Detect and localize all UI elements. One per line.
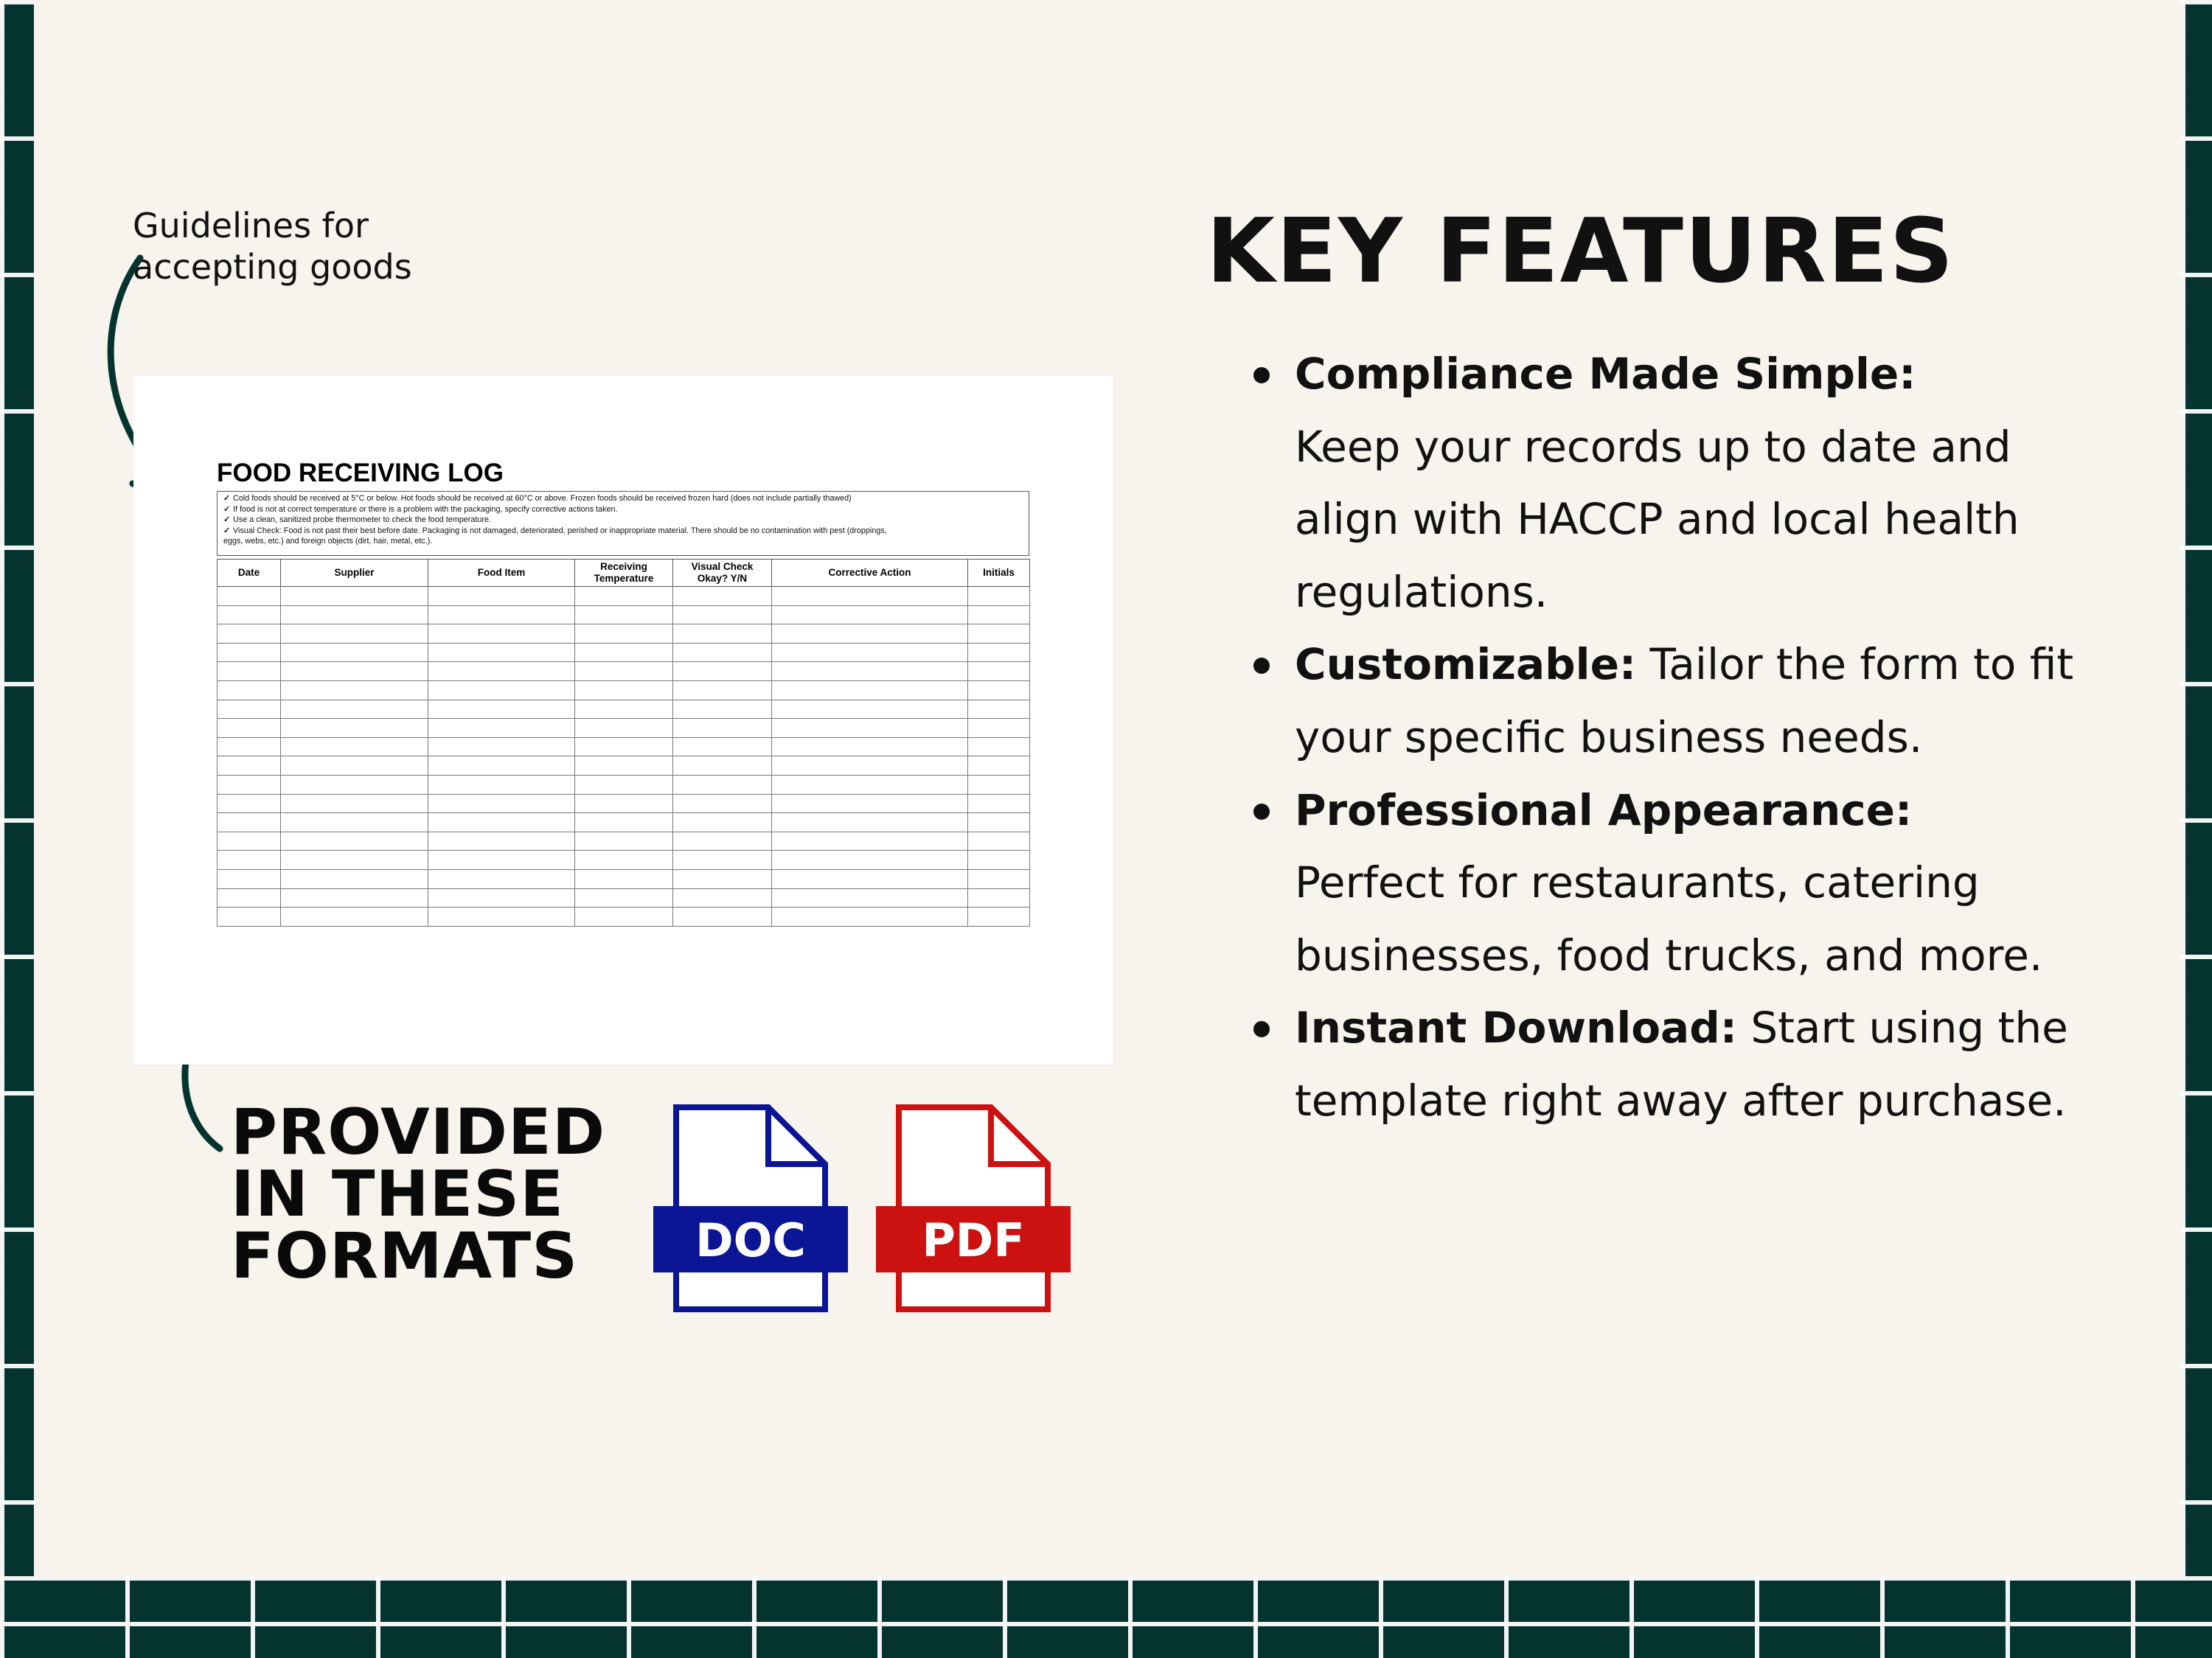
table-cell (281, 888, 428, 908)
table-cell (218, 662, 281, 681)
table-cell (281, 605, 428, 624)
table-cell (428, 851, 575, 870)
table-cell (281, 775, 428, 794)
table-cell (673, 719, 772, 738)
table-cell (575, 851, 673, 870)
bullet-icon (1253, 804, 1270, 820)
table-cell (575, 908, 673, 927)
table-cell (575, 794, 673, 813)
table-cell (281, 624, 428, 644)
column-header-receiving-temperature: Receiving Temperature (575, 560, 673, 587)
guideline-item: ✓ Use a clean, sanitized probe thermometer to check the food temperature. (223, 515, 491, 524)
column-header-corrective-action: Corrective Action (772, 560, 968, 587)
table-row (218, 737, 1030, 756)
table-cell (575, 680, 673, 700)
table-cell (428, 794, 575, 813)
feature-title: Instant Download: (1295, 1003, 1737, 1053)
annotation-line-1: Guidelines for (133, 206, 369, 245)
table-row (218, 794, 1030, 813)
table-cell (281, 869, 428, 888)
table-row (218, 719, 1030, 738)
table-cell (968, 813, 1030, 832)
table-body (218, 587, 1030, 927)
table-cell (673, 643, 772, 662)
pdf-label: PDF (922, 1213, 1025, 1267)
table-cell (281, 680, 428, 700)
column-header-initials: Initials (968, 560, 1030, 587)
table-cell (218, 794, 281, 813)
table-cell (575, 832, 673, 851)
table-cell (428, 680, 575, 700)
table-cell (218, 737, 281, 756)
table-cell (428, 756, 575, 776)
table-cell (428, 813, 575, 832)
table-cell (772, 719, 968, 738)
table-cell (772, 587, 968, 606)
column-header-date: Date (218, 560, 281, 587)
table-row (218, 832, 1030, 851)
table-cell (575, 737, 673, 756)
table-cell (218, 587, 281, 606)
table-cell (968, 719, 1030, 738)
table-cell (772, 605, 968, 624)
sheet-title: FOOD RECEIVING LOG (217, 459, 504, 487)
table-cell (673, 813, 772, 832)
feature-item (1253, 992, 2087, 1137)
table-cell (673, 737, 772, 756)
table-cell (428, 869, 575, 888)
table-cell (281, 813, 428, 832)
table-cell (281, 832, 428, 851)
formats-line-1: PROVIDED (231, 1096, 606, 1169)
table-row (218, 680, 1030, 700)
table-cell (428, 888, 575, 908)
check-icon: ✓ (223, 504, 231, 514)
table-cell (968, 869, 1030, 888)
table-cell (575, 662, 673, 681)
table-cell (968, 888, 1030, 908)
table-cell (428, 624, 575, 644)
feature-item (1253, 774, 2087, 992)
table-cell (428, 662, 575, 681)
table-cell (575, 624, 673, 644)
feature-title: Professional Appearance: (1295, 784, 1913, 835)
table-cell (218, 775, 281, 794)
table-cell (772, 737, 968, 756)
table-row (218, 775, 1030, 794)
table-cell (218, 680, 281, 700)
table-cell (968, 587, 1030, 606)
bullet-icon (1253, 1021, 1270, 1037)
guidelines-box (217, 491, 1029, 556)
check-icon: ✓ (223, 515, 231, 524)
table-cell (673, 680, 772, 700)
table-row (218, 851, 1030, 870)
table-header-row (218, 560, 1030, 587)
table-cell (673, 851, 772, 870)
table-row (218, 662, 1030, 681)
table-cell (673, 662, 772, 681)
column-header-food-item: Food Item (428, 560, 575, 587)
feature-title: Customizable: (1295, 639, 1637, 690)
feature-text: Tailor the form to fit your specific business needs. (1295, 639, 2074, 762)
table-cell (218, 700, 281, 719)
check-icon: ✓ (223, 526, 231, 535)
key-features-title: KEY FEATURES (1206, 201, 1955, 303)
table-cell (673, 869, 772, 888)
border-pattern-right (2181, 0, 2212, 1658)
table-row (218, 888, 1030, 908)
table-cell (428, 643, 575, 662)
table-cell (281, 756, 428, 776)
bullet-icon (1253, 367, 1270, 383)
table-cell (218, 832, 281, 851)
table-row (218, 587, 1030, 606)
table-cell (575, 605, 673, 624)
table-cell (772, 643, 968, 662)
table-cell (575, 813, 673, 832)
table-cell (968, 756, 1030, 776)
table-row (218, 756, 1030, 776)
doc-file-icon (653, 1104, 848, 1312)
guideline-item: eggs, webs, etc.) and foreign objects (dirt, hair, metal, etc.). (223, 537, 433, 546)
table-cell (281, 908, 428, 927)
feature-text: Start using the template right away after purchase. (1295, 1003, 2068, 1126)
table-cell (772, 869, 968, 888)
feature-item (1253, 628, 2087, 773)
doc-label: DOC (695, 1213, 806, 1267)
table-cell (673, 587, 772, 606)
table-cell (281, 851, 428, 870)
table-cell (968, 794, 1030, 813)
table-cell (218, 851, 281, 870)
guideline-item: ✓ Cold foods should be received at 5°C or below. Hot foods should be received at 60°C or above. Frozen foods should be received frozen hard (does not include partially thawed) (223, 494, 852, 503)
table-cell (281, 662, 428, 681)
bullet-icon (1253, 658, 1270, 674)
table-cell (575, 869, 673, 888)
formats-heading (231, 1096, 606, 1293)
table-row (218, 605, 1030, 624)
feature-title: Compliance Made Simple: (1295, 349, 1916, 399)
table-cell (281, 700, 428, 719)
table-cell (673, 624, 772, 644)
table-cell (673, 794, 772, 813)
column-header-visual-check: Visual Check Okay? Y/N (673, 560, 772, 587)
feature-item (1253, 338, 2087, 628)
table-cell (575, 775, 673, 794)
table-cell (575, 756, 673, 776)
feature-list (1253, 338, 2087, 1138)
table-cell (218, 908, 281, 927)
table-cell (428, 587, 575, 606)
annotation-line-2: accepting goods (133, 247, 412, 287)
table-cell (218, 605, 281, 624)
guideline-item: ✓ If food is not at correct temperature or there is a problem with the packaging, specify corrective actions taken. (223, 504, 618, 514)
table-cell (575, 700, 673, 719)
table-cell (772, 775, 968, 794)
table-cell (968, 680, 1030, 700)
table-row (218, 643, 1030, 662)
formats-line-2: IN THESE (231, 1157, 564, 1231)
table-cell (673, 700, 772, 719)
table-cell (772, 700, 968, 719)
table-cell (968, 605, 1030, 624)
feature-text: Keep your records up to date and align with HACCP and local health regulations. (1295, 421, 2020, 617)
feature-text: Perfect for restaurants, catering businesses, food trucks, and more. (1295, 857, 2043, 980)
table-cell (218, 719, 281, 738)
table-cell (673, 605, 772, 624)
table-cell (218, 756, 281, 776)
table-cell (968, 775, 1030, 794)
check-icon: ✓ (223, 494, 231, 503)
table-row (218, 700, 1030, 719)
table-cell (218, 813, 281, 832)
table-cell (968, 700, 1030, 719)
table-cell (218, 643, 281, 662)
table-cell (673, 888, 772, 908)
table-cell (968, 908, 1030, 927)
table-cell (575, 587, 673, 606)
table-cell (428, 832, 575, 851)
table-cell (281, 737, 428, 756)
table-cell (428, 775, 575, 794)
receiving-log-table (217, 559, 1030, 927)
table-cell (281, 719, 428, 738)
table-cell (772, 851, 968, 870)
table-cell (772, 813, 968, 832)
border-pattern-left (0, 0, 34, 1658)
table-cell (772, 832, 968, 851)
table-cell (218, 624, 281, 644)
table-cell (218, 888, 281, 908)
table-cell (575, 719, 673, 738)
column-header-supplier: Supplier (281, 560, 428, 587)
table-cell (673, 832, 772, 851)
table-cell (428, 605, 575, 624)
guideline-item: ✓ Visual Check: Food is not past their best before date. Packaging is not damaged, deteriorated, perished or inappropriate material. There should be no contamination with pest (droppings, (223, 526, 887, 535)
table-cell (428, 719, 575, 738)
table-cell (428, 908, 575, 927)
table-cell (772, 680, 968, 700)
table-cell (673, 908, 772, 927)
table-cell (968, 737, 1030, 756)
table-cell (772, 662, 968, 681)
pdf-file-icon (876, 1104, 1071, 1312)
border-pattern-bottom (0, 1576, 2212, 1658)
table-cell (772, 624, 968, 644)
table-row (218, 624, 1030, 644)
table-cell (428, 700, 575, 719)
table-cell (968, 662, 1030, 681)
table-cell (673, 756, 772, 776)
table-row (218, 813, 1030, 832)
table-cell (428, 737, 575, 756)
table-cell (968, 851, 1030, 870)
table-cell (281, 643, 428, 662)
table-cell (968, 624, 1030, 644)
table-row (218, 908, 1030, 927)
table-cell (281, 587, 428, 606)
table-cell (772, 794, 968, 813)
formats-line-3: FORMATS (231, 1219, 579, 1293)
table-cell (772, 908, 968, 927)
table-cell (575, 643, 673, 662)
table-cell (673, 775, 772, 794)
table-cell (281, 794, 428, 813)
table-cell (772, 756, 968, 776)
table-row (218, 869, 1030, 888)
table-cell (575, 888, 673, 908)
table-cell (968, 643, 1030, 662)
table-cell (772, 888, 968, 908)
table-cell (968, 832, 1030, 851)
table-cell (218, 869, 281, 888)
